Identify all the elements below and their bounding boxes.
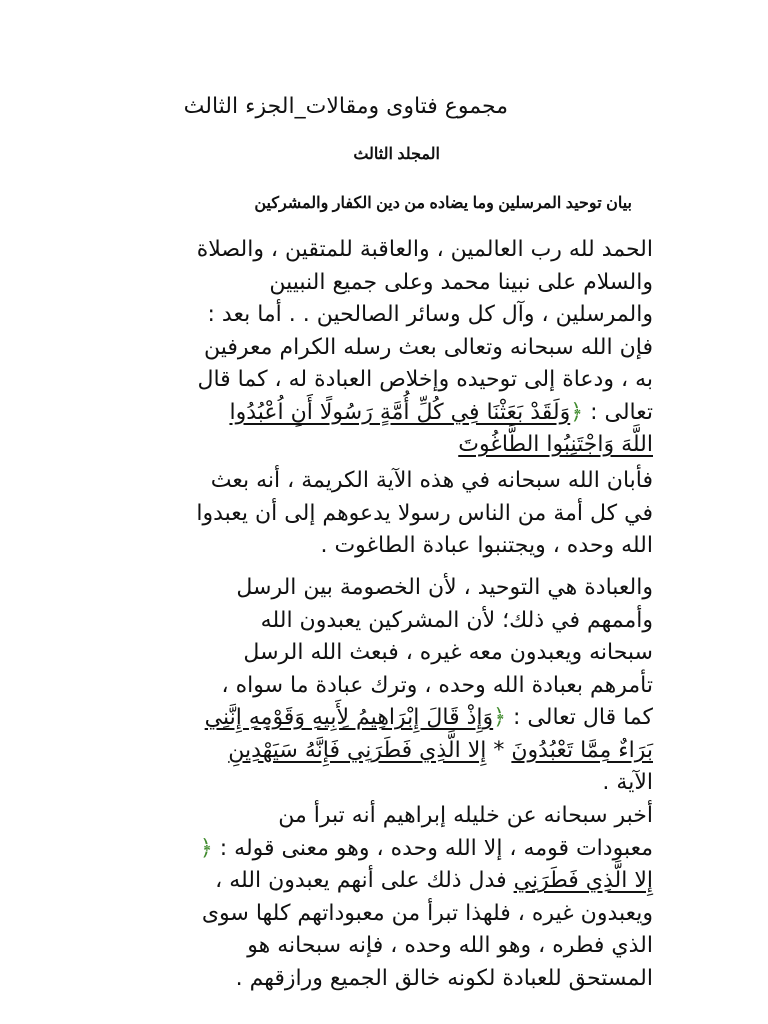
line-prefix: معبودات قومه ، إلا الله وحده ، وهو معنى قوله : <box>212 835 653 861</box>
text-line: سبحانه ويعبدون معه غيره ، فبعث الله الرسل <box>243 640 653 665</box>
quran-bracket-open: ﴿ <box>199 835 213 861</box>
text-line: تأمرهم بعبادة الله وحده ، وترك عبادة ما سواه ، <box>221 672 653 698</box>
quran-quote: وَلَقَدْ بَعَثْنَا فِي كُلِّ أُمَّةٍ رَسُولًا أَنِ اُعْبُدُوا <box>229 399 571 425</box>
text-line: الآية . <box>602 770 653 795</box>
quran-quote: إِلا الَّذِي فَطَرَنِي فَإِنَّهُ سَيَهْدِينِ <box>228 737 487 763</box>
quran-quote: وَإِذْ قَالَ إِبْرَاهِيمُ لِأَبِيهِ وَقَوْمِهِ إِنَّنِي <box>204 705 494 730</box>
text-line <box>108 833 653 866</box>
text-line <box>108 865 653 898</box>
text-line: المستحق للعبادة لكونه خالق الجميع ورازقهم . <box>235 965 653 991</box>
quran-bracket-open: ﴿ <box>570 399 584 425</box>
text-line <box>108 735 653 768</box>
paragraph-explanation <box>108 465 653 563</box>
text-line: الحمد لله رب العالمين ، والعاقبة للمتقين ، والصلاة <box>196 237 653 262</box>
paragraph-ibrahim <box>108 800 653 995</box>
text-line <box>108 429 653 462</box>
text-line: أخبر سبحانه عن خليله إبراهيم أنه تبرأ من <box>278 803 653 828</box>
text-line: والعبادة هي التوحيد ، لأن الخصومة بين الرسل <box>236 575 653 600</box>
quran-quote: إِلا الَّذِي فَطَرَنِي <box>513 868 653 893</box>
quran-bracket-open: ﴿ <box>493 705 507 730</box>
line-prefix: تعالى : <box>583 399 653 425</box>
text-line: والسلام على نبينا محمد وعلى جميع النبيين <box>269 269 653 295</box>
text-line <box>108 702 653 735</box>
quran-quote: بَرَاءٌ مِمَّا تَعْبُدُونَ <box>511 737 653 763</box>
text-line: والمرسلين ، وآل كل وسائر الصالحين . . أما بعد : <box>207 302 653 327</box>
paragraph-intro <box>108 234 653 462</box>
text-line: وأممهم في ذلك؛ لأن المشركين يعبدون الله <box>260 607 653 633</box>
text-line: فأبان الله سبحانه في هذه الآية الكريمة ، أنه بعث <box>210 468 653 493</box>
text-line: به ، ودعاة إلى توحيده وإخلاص العبادة له ، كما قال <box>197 367 653 392</box>
text-line: الذي فطره ، وهو الله وحده ، فإنه سبحانه هو <box>247 933 653 958</box>
volume-title: المجلد الثالث <box>353 146 440 163</box>
text-line: ويعبدون غيره ، فلهذا تبرأ من معبوداتهم كلها سوى <box>201 900 653 926</box>
quran-quote: اللَّهَ وَاجْتَنِبُوا الطَّاغُوتَ <box>458 432 653 457</box>
book-title: مجموع فتاوى ومقالات_الجزء الثالث <box>183 94 508 119</box>
line-prefix: كما قال تعالى : <box>506 705 653 730</box>
text-line: في كل أمة من الناس رسولا يدعوهم إلى أن يعبدوا <box>196 500 653 526</box>
section-heading: بيان توحيد المرسلين وما يضاده من دين الكفار والمشركين <box>254 195 632 212</box>
line-rest: فدل ذلك على أنهم يعبدون الله ، <box>215 868 514 893</box>
text-line <box>108 397 653 430</box>
text-line: فإن الله سبحانه وتعالى بعث رسله الكرام معرفين <box>204 334 653 360</box>
paragraph-worship <box>108 572 653 800</box>
text-line: الله وحده ، ويجتنبوا عبادة الطاغوت . <box>320 533 653 558</box>
verse-separator: * <box>486 737 512 763</box>
